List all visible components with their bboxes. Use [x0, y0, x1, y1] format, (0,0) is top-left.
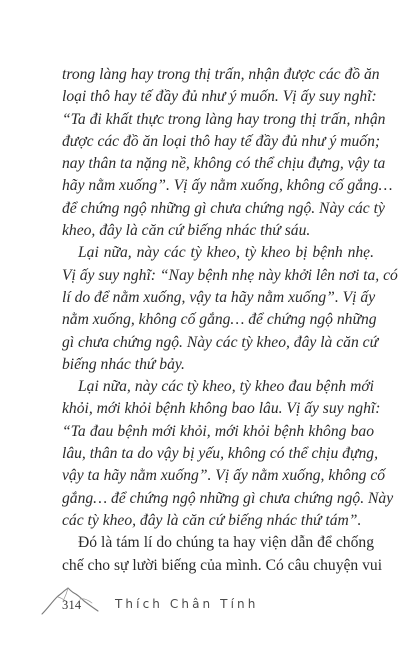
text-line: vậy ta hãy nằm xuống”. Vị ấy nằm xuống, không cố — [62, 467, 386, 485]
text-line: trong làng hay trong thị trấn, nhận được các đồ ăn — [62, 66, 380, 83]
text-line: các tỳ kheo, đây là căn cứ biếng nhác thứ tám”. — [62, 511, 362, 529]
paragraph-start-line: Lại nữa, này các tỳ kheo, tỳ kheo bị bệnh nhẹ. — [78, 244, 374, 262]
page-footer — [40, 578, 340, 618]
text-line: “Ta đi khất thực trong làng hay trong thị trấn, nhận — [62, 110, 386, 128]
paragraph-start-line: Đó là tám lí do chúng ta hay viện dẫn để chống — [78, 534, 374, 552]
text-line: lí do để nằm xuống, vậy ta hãy nằm xuống”. Vị ấy — [62, 288, 376, 306]
text-line: gắng… để chứng ngộ những gì chưa chứng ngộ. Này — [62, 489, 394, 507]
text-line: gì chưa chứng ngộ. Này các tỳ kheo, đây là căn cứ — [62, 333, 379, 351]
page-body-text — [62, 64, 398, 577]
text-line: chế cho sự lười biếng của mình. Có câu chuyện vui — [62, 556, 383, 574]
paragraph-start-line: Lại nữa, này các tỳ kheo, tỳ kheo đau bệnh mới — [78, 378, 374, 396]
text-line: để chứng ngộ những gì chưa chứng ngộ. Này các tỳ — [62, 199, 385, 217]
text-line: biếng nhác thứ bảy. — [62, 355, 185, 373]
text-line: được các đồ ăn loại thô hay tế đầy đủ như ý muốn; — [62, 132, 381, 150]
text-line: Vị ấy suy nghĩ: “Nay bệnh nhẹ này khởi lên nơi ta, có — [62, 266, 398, 284]
page-number: 314 — [62, 598, 82, 612]
text-line: nằm xuống, không cố gắng… để chứng ngộ những — [62, 311, 377, 329]
text-line: khỏi, mới khỏi bệnh không bao lâu. Vị ấy suy nghĩ: — [62, 400, 381, 418]
text-line: hãy nằm xuống”. Vị ấy nằm xuống, không cố gắng… — [62, 177, 393, 195]
text-line: nay thân ta nặng nề, không có thể chịu đựng, vậy ta — [62, 155, 386, 173]
running-footer-author: Thích Chân Tính — [115, 597, 259, 611]
text-line: kheo, đây là căn cứ biếng nhác thứ sáu. — [62, 222, 311, 240]
text-line: lâu, thân ta do vậy bị yếu, không có thể chịu đựng, — [62, 445, 378, 463]
text-line: loại thô hay tế đầy đủ như ý muốn. Vị ấy suy nghĩ: — [62, 88, 377, 106]
text-line: “Ta đau bệnh mới khỏi, mới khỏi bệnh không bao — [62, 422, 374, 440]
